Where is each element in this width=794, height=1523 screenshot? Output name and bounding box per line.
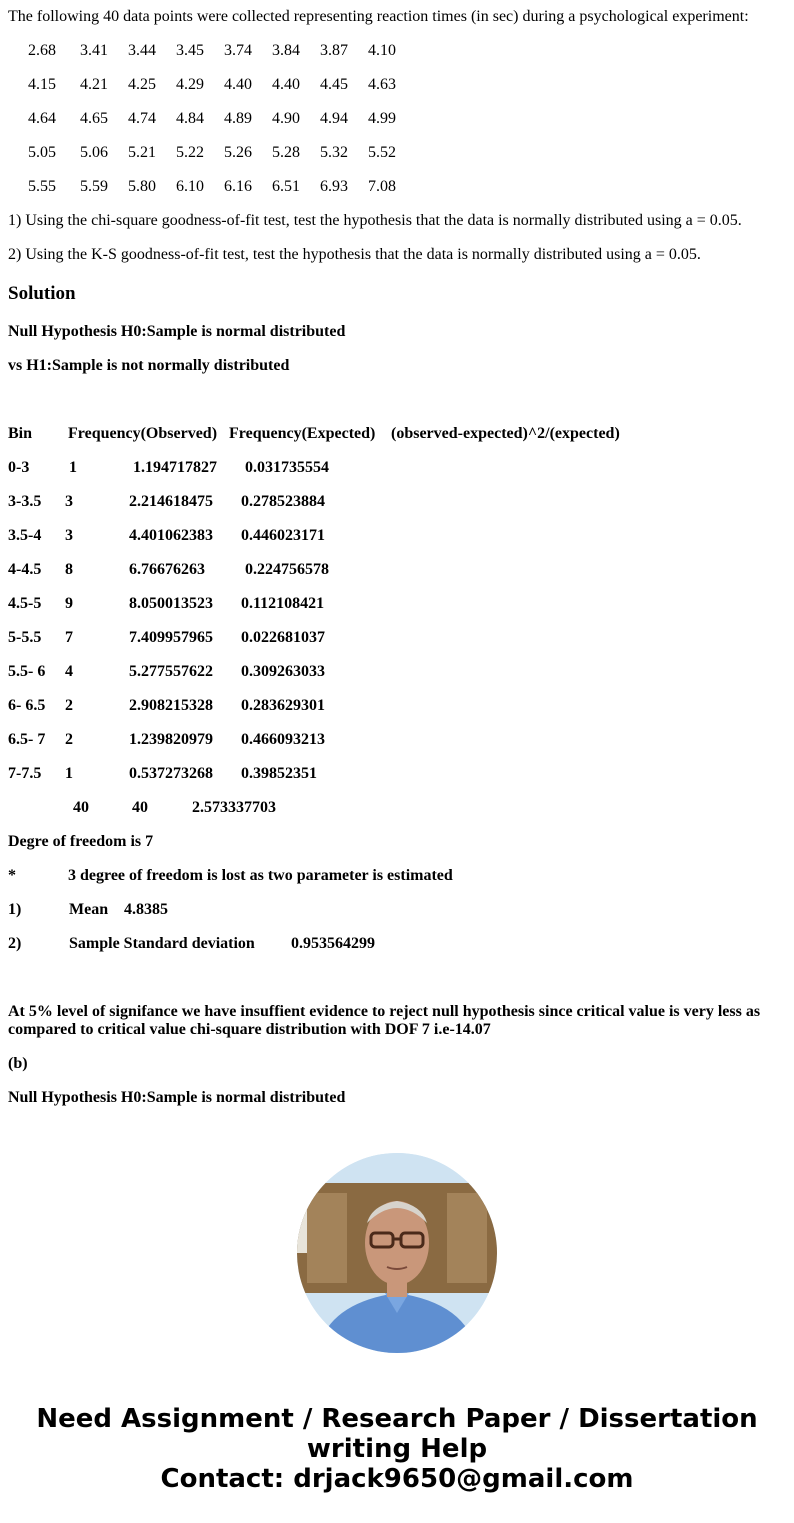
data-value: 6.10 bbox=[176, 178, 204, 195]
cell-observed: 2 bbox=[65, 697, 73, 714]
promo-line-1: Need Assignment / Research Paper / Dissertation bbox=[36, 1404, 758, 1434]
data-value: 4.40 bbox=[224, 76, 252, 93]
data-value: 5.21 bbox=[128, 144, 156, 161]
data-value: 4.90 bbox=[272, 110, 300, 127]
note-marker: 1) bbox=[8, 901, 22, 918]
cell-expected: 5.277557622 bbox=[129, 663, 213, 680]
cell-expected: 7.409957965 bbox=[129, 629, 213, 646]
data-value: 4.25 bbox=[128, 76, 156, 93]
cell-chi-component: 0.224756578 bbox=[245, 561, 329, 578]
cell-bin: 7-7.5 bbox=[8, 765, 42, 782]
cell-observed: 8 bbox=[65, 561, 73, 578]
cell-expected: 2.908215328 bbox=[129, 697, 213, 714]
header-observed: Frequency(Observed) bbox=[68, 425, 218, 442]
cell-bin: 5-5.5 bbox=[8, 629, 42, 646]
question-2: 2) Using the K-S goodness-of-fit test, test the hypothesis that the data is normally distributed using a = 0.05. bbox=[8, 246, 701, 263]
data-value: 4.10 bbox=[368, 42, 396, 59]
cell-observed: 9 bbox=[65, 595, 73, 612]
data-value: 3.41 bbox=[80, 42, 108, 59]
header-chi-component: (observed-expected)^2/(expected) bbox=[391, 425, 620, 442]
data-value: 5.59 bbox=[80, 178, 108, 195]
cell-observed: 1 bbox=[65, 765, 73, 782]
data-value: 6.93 bbox=[320, 178, 348, 195]
data-value: 4.21 bbox=[80, 76, 108, 93]
promo-banner bbox=[0, 1404, 794, 1494]
data-value: 4.15 bbox=[28, 76, 56, 93]
cell-expected: 8.050013523 bbox=[129, 595, 213, 612]
data-value: 5.32 bbox=[320, 144, 348, 161]
data-value: 6.51 bbox=[272, 178, 300, 195]
data-value: 3.45 bbox=[176, 42, 204, 59]
cell-chi-component: 0.466093213 bbox=[241, 731, 325, 748]
cell-bin: 4.5-5 bbox=[8, 595, 42, 612]
null-hypothesis: Null Hypothesis H0:Sample is normal distributed bbox=[8, 323, 346, 340]
cell-expected: 2.214618475 bbox=[129, 493, 213, 510]
data-value: 3.84 bbox=[272, 42, 300, 59]
data-value: 5.28 bbox=[272, 144, 300, 161]
data-value: 5.80 bbox=[128, 178, 156, 195]
data-value: 4.94 bbox=[320, 110, 348, 127]
cell-observed: 2 bbox=[65, 731, 73, 748]
data-value: 3.44 bbox=[128, 42, 156, 59]
avatar bbox=[297, 1153, 497, 1353]
cell-chi-component: 0.446023171 bbox=[241, 527, 325, 544]
cell-observed: 1 bbox=[69, 459, 77, 476]
cell-bin: 6.5- 7 bbox=[8, 731, 46, 748]
data-value: 3.87 bbox=[320, 42, 348, 59]
cell-expected: 1.194717827 bbox=[133, 459, 217, 476]
data-value: 4.29 bbox=[176, 76, 204, 93]
data-value: 4.40 bbox=[272, 76, 300, 93]
data-value: 6.16 bbox=[224, 178, 252, 195]
note-marker: 2) bbox=[8, 935, 22, 952]
data-value: 4.63 bbox=[368, 76, 396, 93]
data-value: 4.84 bbox=[176, 110, 204, 127]
note-text: 3 degree of freedom is lost as two parameter is estimated bbox=[68, 867, 453, 884]
total-expected: 40 bbox=[132, 799, 148, 816]
cell-bin: 3-3.5 bbox=[8, 493, 42, 510]
promo-line-2: writing Help bbox=[306, 1434, 488, 1464]
cell-bin: 5.5- 6 bbox=[8, 663, 46, 680]
data-value: 4.64 bbox=[28, 110, 56, 127]
null-hypothesis-b: Null Hypothesis H0:Sample is normal distributed bbox=[8, 1089, 346, 1106]
data-value: 7.08 bbox=[368, 178, 396, 195]
data-value: 5.52 bbox=[368, 144, 396, 161]
cell-chi-component: 0.112108421 bbox=[241, 595, 325, 612]
data-value: 5.55 bbox=[28, 178, 56, 195]
cell-observed: 4 bbox=[65, 663, 73, 680]
data-value: 4.65 bbox=[80, 110, 108, 127]
part-b-label: (b) bbox=[8, 1055, 28, 1072]
data-value: 5.26 bbox=[224, 144, 252, 161]
note-text: Sample Standard deviation bbox=[69, 935, 255, 952]
cell-observed: 3 bbox=[65, 493, 73, 510]
total-chi-square: 2.573337703 bbox=[192, 799, 276, 816]
solution-heading: Solution bbox=[8, 283, 76, 304]
data-value: 5.05 bbox=[28, 144, 56, 161]
data-value: 4.45 bbox=[320, 76, 348, 93]
header-bin: Bin bbox=[8, 425, 33, 442]
cell-chi-component: 0.39852351 bbox=[241, 765, 317, 782]
data-value: 5.22 bbox=[176, 144, 204, 161]
cell-expected: 1.239820979 bbox=[129, 731, 213, 748]
data-value: 5.06 bbox=[80, 144, 108, 161]
data-value: 2.68 bbox=[28, 42, 56, 59]
cell-bin: 3.5-4 bbox=[8, 527, 42, 544]
cell-chi-component: 0.022681037 bbox=[241, 629, 325, 646]
cell-observed: 7 bbox=[65, 629, 73, 646]
intro-text: The following 40 data points were collected representing reaction times (in sec) during a psychological experiment: bbox=[8, 8, 749, 25]
total-observed: 40 bbox=[73, 799, 89, 816]
cell-bin: 0-3 bbox=[8, 459, 30, 476]
cell-chi-component: 0.031735554 bbox=[245, 459, 329, 476]
mean-value: 4.8385 bbox=[124, 901, 168, 918]
promo-contact[interactable]: Contact: drjack9650@gmail.com bbox=[160, 1464, 634, 1494]
data-value: 4.99 bbox=[368, 110, 396, 127]
cell-chi-component: 0.283629301 bbox=[241, 697, 325, 714]
data-value: 4.89 bbox=[224, 110, 252, 127]
cell-chi-component: 0.309263033 bbox=[241, 663, 325, 680]
cell-bin: 4-4.5 bbox=[8, 561, 42, 578]
dof-line: Degre of freedom is 7 bbox=[8, 833, 154, 850]
cell-bin: 6- 6.5 bbox=[8, 697, 46, 714]
cell-expected: 4.401062383 bbox=[129, 527, 213, 544]
std-dev-value: 0.953564299 bbox=[291, 935, 375, 952]
cell-expected: 0.537273268 bbox=[129, 765, 213, 782]
note-marker: * bbox=[8, 867, 16, 884]
note-text: Mean bbox=[69, 901, 109, 918]
data-value: 4.74 bbox=[128, 110, 156, 127]
data-value: 3.74 bbox=[224, 42, 252, 59]
conclusion: At 5% level of signifance we have insuffient evidence to reject null hypothesis since critical value is very less as compared to critical value chi-square distribution with DOF 7 i.e-14.07 bbox=[8, 1003, 761, 1038]
alternative-hypothesis: vs H1:Sample is not normally distributed bbox=[8, 357, 290, 374]
cell-observed: 3 bbox=[65, 527, 73, 544]
cell-chi-component: 0.278523884 bbox=[241, 493, 325, 510]
cell-expected: 6.76676263 bbox=[129, 561, 205, 578]
question-1: 1) Using the chi-square goodness-of-fit test, test the hypothesis that the data is normally distributed using a = 0.05. bbox=[8, 212, 742, 229]
header-expected: Frequency(Expected) bbox=[229, 425, 376, 442]
